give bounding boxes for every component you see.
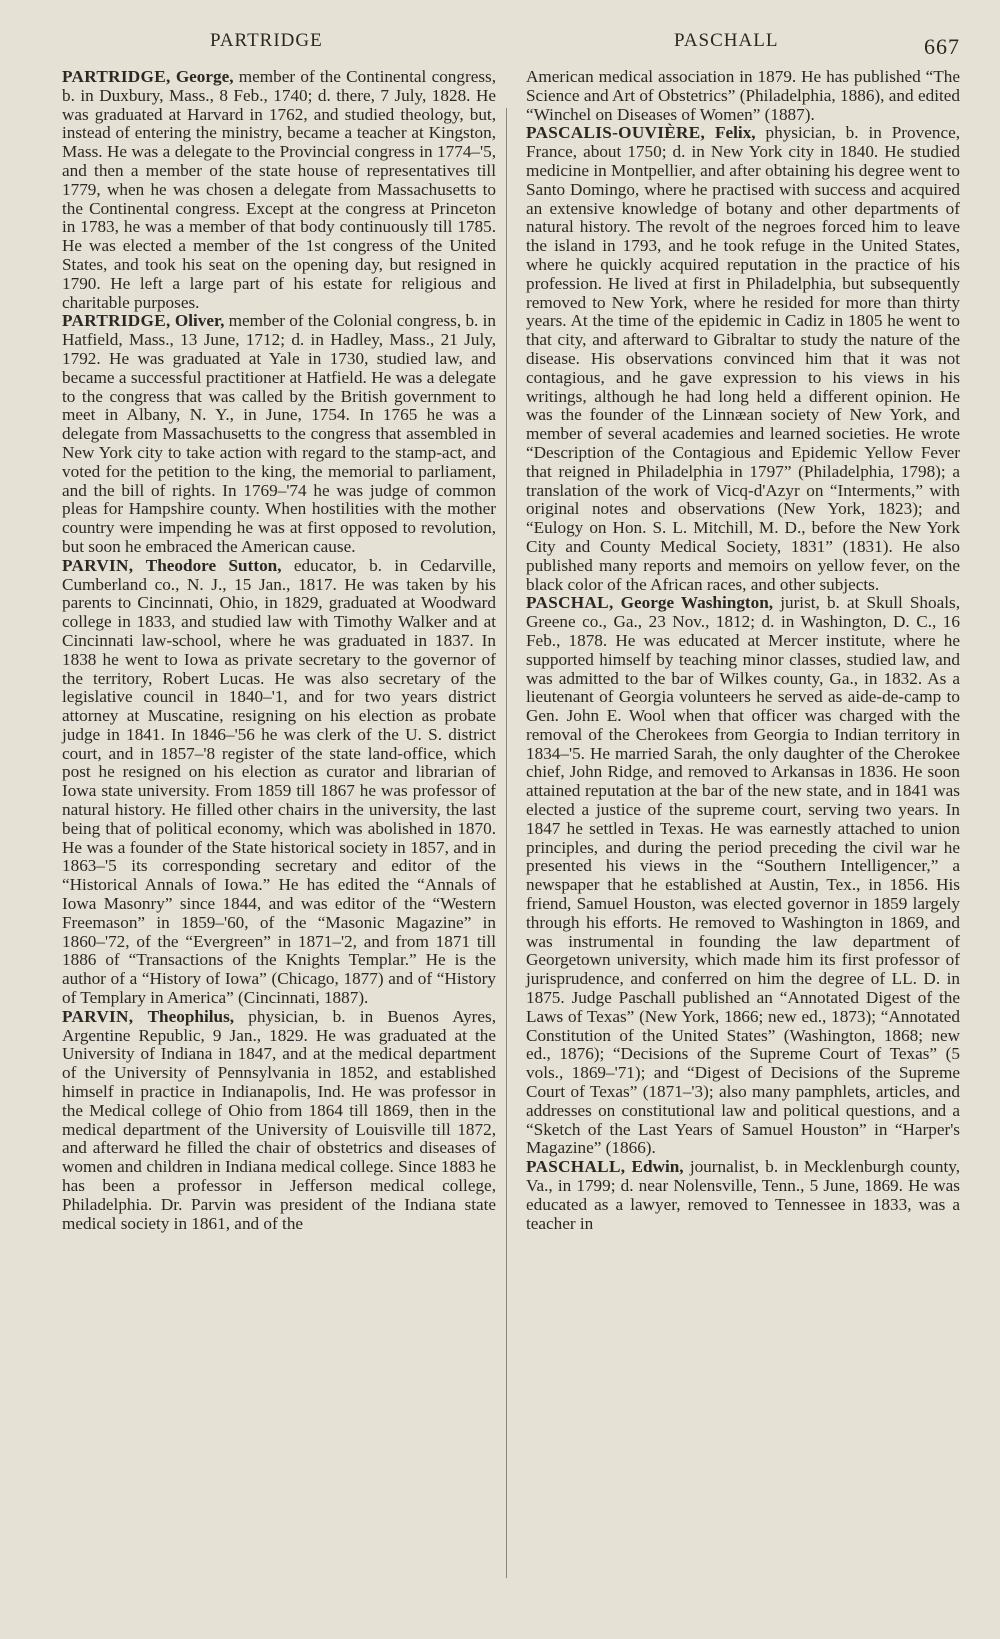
entry-headword: PARTRIDGE, <box>62 67 171 86</box>
column-divider <box>506 108 507 1578</box>
right-column <box>526 68 960 1233</box>
header-right-word: PASCHALL <box>674 30 779 51</box>
entry-body: physician, b. in Buenos Ayres, Argentine Republic, 9 Jan., 1829. He was graduated at the University of Indiana in 1847, and at the medical department of the University of Pennsylvania in 1852, and established himself in practice in Indianapolis, Ind. He was professor in the Medical college of Ohio from 1864 till 1869, then in the medical department of the University of Louisville till 1872, and afterward he filled the chair of obstetrics and diseases of women and children in Indiana medical college. Since 1883 he has been a professor in Jefferson medical college, Philadelphia. Dr. Parvin was president of the Indiana state medical society in 1861, and of the <box>62 1006 497 1233</box>
entry-body: jurist, b. at Skull Shoals, Greene co., Ga., 23 Nov., 1812; d. in Washington, D. C., 16 Feb., 1878. He was educated at Mercer institute, where he supported himself by teaching minor classes, studied law, and was admitted to the bar of Wilkes county, Ga., in 1832. As a lieutenant of Georgia volunteers he served as aide-de-camp to Gen. John E. Wool when that officer was charged with the removal of the Cherokees from Georgia to Indian territory in 1834–'5. He married Sarah, the only daughter of the Cherokee chief, John Ridge, and removed to Arkansas in 1836. He soon attained reputation at the bar of the new state, and in 1841 was elected a justice of the supreme court, serving two years. In 1847 he settled in Texas. He was earnestly attached to union principles, and during the period preceding the civil war he presented his views in the “Southern Intelligencer,” a newspaper that he established at Austin, Tex., in 1856. His friend, Samuel Houston, was elected governor in 1859 largely through his efforts. He removed to Washington in 1869, and was instrumental in founding the law department of Georgetown university, which made him its first professor of jurisprudence, and conferred on him the degree of LL. D. in 1875. Judge Paschall published an “Annotated Digest of the Laws of Texas” (New York, 1866; new ed., 1873); “Annotated Constitution of the United States” (Washington, 1868; new ed., 1876); “Decisions of the Supreme Court of Texas” (5 vols., 1869–'71); and “Digest of Decisions of the Supreme Court of Texas” (1871–'3); also many pamphlets, articles, and addresses on constitutional law and political questions, and a “Sketch of the Last Years of Samuel Houston” in “Harper's Magazine” (1866). <box>526 593 960 1158</box>
entry-parvin-theophilus <box>62 1008 496 1234</box>
entry-body: American medical association in 1879. He has published “The Science and Art of Obstetrics” (Philadelphia, 1886), and edited “Winchel on Diseases of Women” (1887). <box>526 67 960 124</box>
entry-given-name: Theophilus, <box>147 1006 235 1026</box>
entry-headword: PARTRIDGE, <box>62 311 171 331</box>
entry-body: journalist, b. in Mecklenburgh county, Va., in 1799; d. near Nolensville, Tenn., 5 June, 1869. He was educated as a lawyer, removed to Tennessee in 1833, was a teacher in <box>526 1157 961 1233</box>
page-number: 667 <box>924 34 960 59</box>
entry-paschall-edwin <box>526 1158 960 1233</box>
entry-headword: PARVIN, <box>62 1006 134 1026</box>
entry-given-name: George, <box>175 67 234 86</box>
entry-parvin-theodore <box>62 557 496 1008</box>
entry-headword: PASCALIS-OUVIÈRE, <box>526 123 706 143</box>
entry-given-name: George Washington, <box>620 593 774 613</box>
entry-given-name: Oliver, <box>174 311 225 331</box>
entry-body: member of the Colonial congress, b. in Hatfield, Mass., 13 June, 1712; d. in Hadley, Mass., 21 July, 1792. He was graduated at Yale in 1730, studied law, and became a successful practitioner at Hatfield. He was a delegate to the congress that was called by the British government to meet in Albany, N. Y., in June, 1754. In 1765 he was a delegate from Massachusetts to the congress that assembled in New York city to take action with regard to the stamp-act, and voted for the petition to the king, the memorial to parliament, and the bill of rights. In 1769–'74 he was judge of common pleas for Hampshire county. When hostilities with the mother country were impending he was at first opposed to revolution, but soon he embraced the American cause. <box>62 311 497 556</box>
entry-continuation <box>526 68 960 124</box>
entry-partridge-george <box>62 68 496 312</box>
entry-body: educator, b. in Cedarville, Cumberland co., N. J., 15 Jan., 1817. He was taken by his parents to Cincinnati, Ohio, in 1829, graduated at Woodward college in 1833, and studied law with Timothy Walker and at Cincinnati law-school, where he was graduated in 1837. In 1838 he went to Iowa as private secretary to the governor of the territory, Robert Lucas. He was also secretary of the legislative council in 1840–'1, and for two years district attorney at Muscatine, resigning on his election as probate judge in 1841. In 1846–'56 he was clerk of the U. S. district court, and in 1857–'8 register of the state land-office, which post he resigned on his election as curator and librarian of Iowa state university. From 1859 till 1867 he was professor of natural history. He filled other chairs in the university, the last being that of political economy, which was abolished in 1870. He was a founder of the State historical society in 1857, and in 1863–'5 its corresponding secretary and editor of the “Historical Annals of Iowa.” He has edited the “Annals of Iowa Masonry” since 1844, and was editor of the “Western Freemason” in 1859–'60, of the “Masonic Magazine” in 1860–'72, of the “Evergreen” in 1871–'2, and from 1871 till 1886 of “Transactions of the Knights Templar.” He is the author of a “History of Iowa” (Chicago, 1877) and of “History of Templary in America” (Cincinnati, 1887). <box>62 555 497 1008</box>
entry-pascalis-ouviere-felix <box>526 124 960 594</box>
entry-given-name: Felix, <box>715 123 756 143</box>
entry-paschal-george <box>526 594 960 1158</box>
entry-body: physician, b. in Provence, France, about 1750; d. in New York city in 1840. He studied medicine in Montpellier, and after obtaining his degree went to Santo Domingo, where he practised with success and acquired an extensive knowledge of botany and other departments of natural history. The revolt of the negroes forced him to leave the island in 1793, and he took refuge in the United States, where he quickly acquired reputation in the practice of his profession. He lived at first in Philadelphia, but subsequently removed to New York, where he resided for more than thirty years. At the time of the epidemic in Cadiz in 1805 he went to that city, and afterward to Gibraltar to study the nature of the disease. His observations convinced him that it was not contagious, and he gave expression to his views in his writings, although he had long held a different opinion. He was the founder of the Linnæan society of New York, and member of several academies and learned societies. He wrote “Description of the Contagious and Epidemic Yellow Fever that reigned in Philadelphia in 1797” (Philadelphia, 1798); a translation of the work of Vicq-d'Azyr on “Interments,” with original notes and observations (New York, 1823); and “Eulogy on Hon. S. L. Mitchill, M. D., before the New York City and County Medical Society, 1831” (1831). He also published many reports and memoirs on yellow fever, on the black color of the African races, and other subjects. <box>526 123 960 594</box>
text-columns <box>62 68 960 1233</box>
entry-given-name: Edwin, <box>631 1157 684 1177</box>
entry-headword: PASCHALL, <box>526 1157 626 1177</box>
entry-headword: PASCHAL, <box>526 593 614 613</box>
left-column <box>62 68 496 1233</box>
entry-headword: PARVIN, <box>62 555 134 575</box>
entry-partridge-oliver <box>62 312 496 556</box>
running-header <box>62 24 960 68</box>
entry-body: member of the Continental congress, b. in Duxbury, Mass., 8 Feb., 1740; d. there, 7 July, 1828. He was graduated at Harvard in 1762, and studied theology, but, instead of entering the ministry, became a teacher at Kingston, Mass. He was a delegate to the Provincial congress in 1774–'5, and then a member of the state house of representatives till 1779, when he was chosen a delegate from Massachusetts to the Continental congress. Except at the congress at Princeton in 1783, he was a member of that body continuously till 1785. He was elected a member of the 1st congress of the United States, and took his seat on the opening day, but resigned in 1790. He left a large part of his estate for religious and charitable purposes. <box>62 67 497 312</box>
entry-given-name: Theodore Sutton, <box>145 555 282 575</box>
header-left-word: PARTRIDGE <box>210 30 323 51</box>
